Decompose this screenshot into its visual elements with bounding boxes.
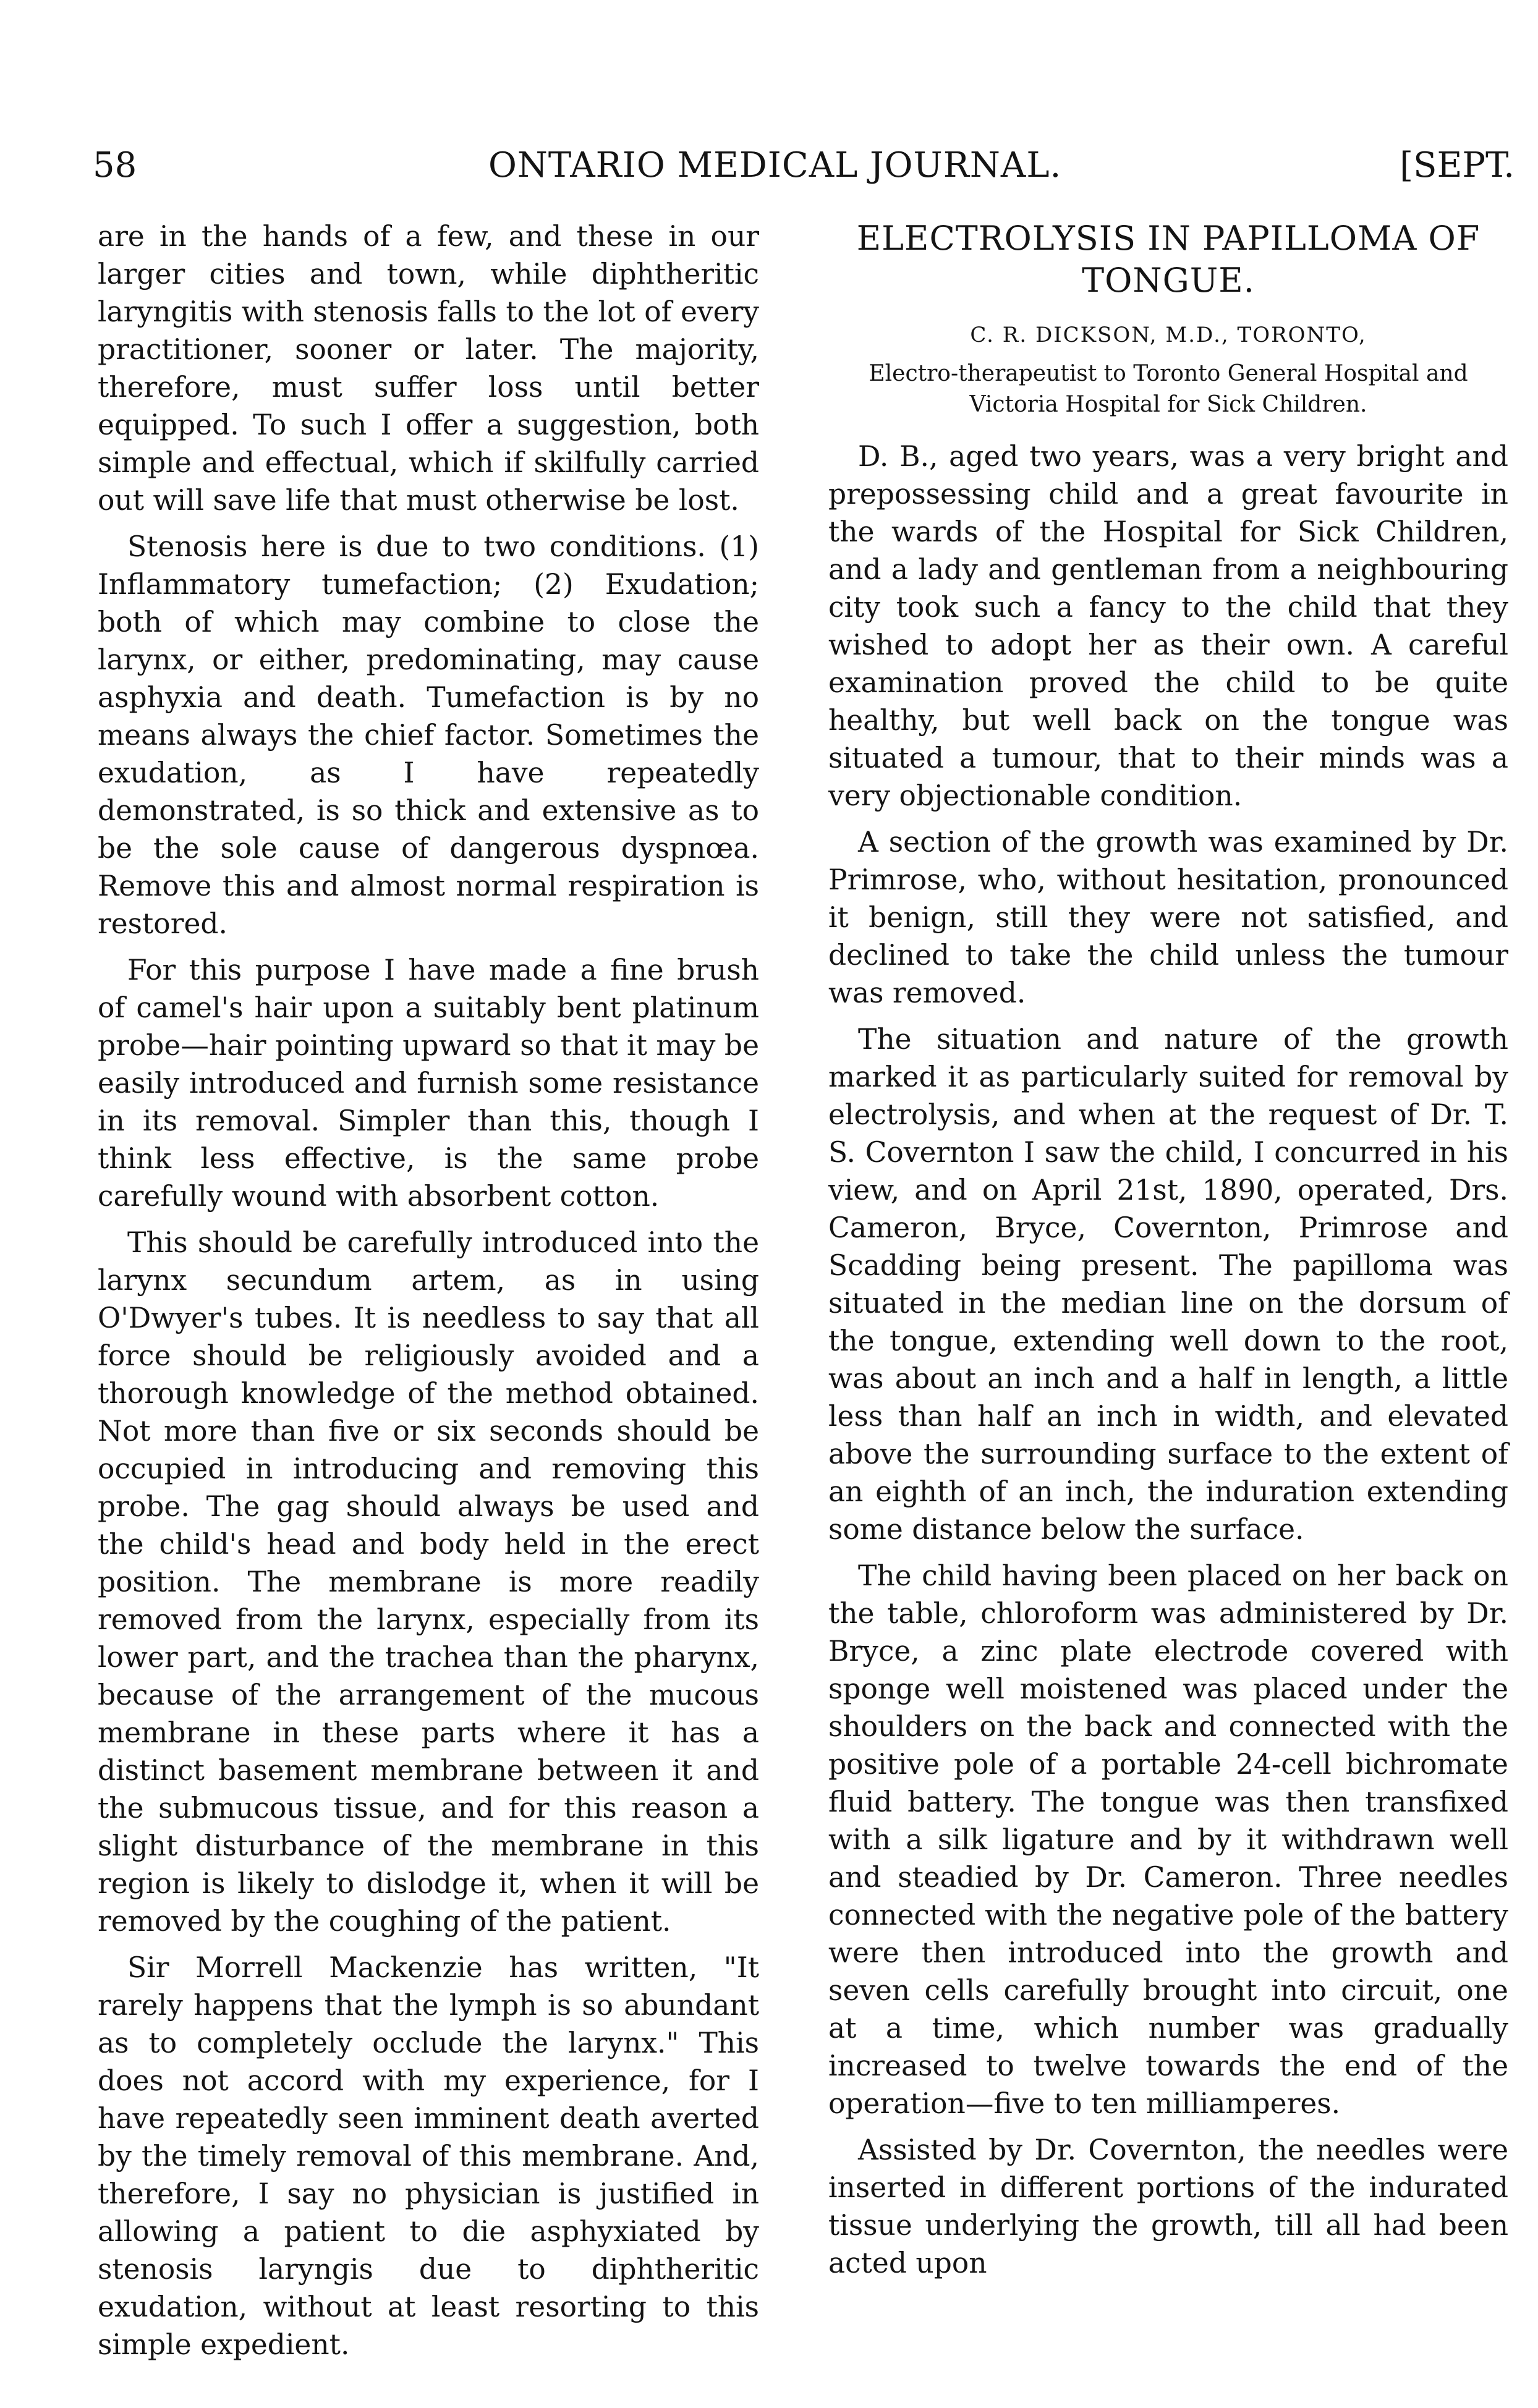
paragraph: are in the hands of a few, and these in our larger cities and town, while diphtheritic laryngitis with stenosis falls to the lot of every practitioner, sooner or later. The majority, therefore, must suffer loss until better equipped. To such I offer a suggestion, both simple and effectual, which if skilfully carried out will save life that must otherwise be lost. <box>98 220 759 517</box>
paragraph: This should be carefully introduced into the larynx secundum artem, as in using O'Dwyer's tubes. It is needless to say that all force should be religiously avoided and a thorough knowledge of the method obtained. Not more than five or six seconds should be occupied in introducing and removing this probe. The gag should always be used and the child's head and body held in the erect position. The membrane is more readily removed from the larynx, especially from its lower part, and the trachea than the pharynx, because of the arrangement of the mucous membrane in these parts where it has a distinct basement membrane between it and the submucous tissue, and for this reason a slight disturbance of the membrane in this region is likely to dislodge it, when it will be removed by the coughing of the patient. <box>98 1226 759 1938</box>
paragraph: Assisted by Dr. Covernton, the needles were inserted in different portions of the indurated tissue underlying the growth, till all had been acted upon <box>828 2134 1508 2279</box>
paragraph: The situation and nature of the growth marked it as particularly suited for removal by electrolysis, and when at the request of Dr. T. S. Covernton I saw the child, I concurred in his view, and on April 21st, 1890, operated, Drs. Cameron, Bryce, Covernton, Primrose and Scadding being present. The papilloma was situated in the median line on the dorsum of the tongue, extending well down to the root, was about an inch and a half in length, a little less than half an inch in width, and elevated above the surrounding surface to the extent of an eighth of an inch, the induration extending some distance below the surface. <box>828 1023 1508 1546</box>
issue-month: [SEPT. <box>1400 145 1515 185</box>
running-header <box>93 141 1515 197</box>
author-affiliation: Electro-therapeutist to Toronto General Hospital and Victoria Hospital for Sick Children. <box>869 361 1468 417</box>
paragraph: D. B., aged two years, was a very bright and prepossessing child and a great favourite in the wards of the Hospital for Sick Children, and a lady and gentleman from a neighbouring city took such a fancy to the child that they wished to adopt her as their own. A careful examination proved the child to be quite healthy, but well back on the tongue was situated a tumour, that to their minds was a very objectionable condition. <box>828 440 1508 812</box>
article-title: ELECTROLYSIS IN PAPILLOMA OF TONGUE. <box>856 219 1481 300</box>
paragraph: Sir Morrell Mackenzie has written, "It rarely happens that the lymph is so abundant as to completely occlude the larynx." This does not accord with my experience, for I have repeatedly seen imminent death averted by the timely removal of this membrane. And, therefore, I say no physician is justified in allowing a patient to die asphyxiated by stenosis laryngis due to diphtheritic exudation, without at least resorting to this simple expedient. <box>98 1951 759 2361</box>
paragraph: The child having been placed on her back on the table, chloroform was administered by Dr. Bryce, a zinc plate electrode covered with sponge well moistened was placed under the shoulders on the back and connected with the positive pole of a portable 24-cell bichromate fluid battery. The tongue was then transfixed with a silk ligature and by it withdrawn well and steadied by Dr. Cameron. Three needles connected with the negative pole of the battery were then introduced into the growth and seven cells carefully brought into circuit, one at a time, which number was gradually increased to twelve towards the end of the operation—five to ten milliamperes. <box>828 1559 1508 2120</box>
right-column <box>828 218 1508 2291</box>
journal-title: ONTARIO MEDICAL JOURNAL. <box>488 145 1062 185</box>
paragraph: A section of the growth was examined by Dr. Primrose, who, without hesitation, pronounced it benign, still they were not satisfied, and declined to take the child unless the tumour was removed. <box>828 826 1508 1009</box>
paragraph: For this purpose I have made a fine brush of camel's hair upon a suitably bent platinum probe—hair pointing upward so that it may be easily introduced and furnish some resistance in its removal. Simpler than this, though I think less effective, is the same probe carefully wound with absorbent cotton. <box>98 954 759 1213</box>
left-column <box>98 218 759 2372</box>
page-number: 58 <box>93 145 137 185</box>
paragraph: Stenosis here is due to two conditions. (1) Inflammatory tumefaction; (2) Exudation; both of which may combine to close the larynx, or either, predominating, may cause asphyxia and death. Tumefaction is by no means always the chief factor. Sometimes the exudation, as I have repeatedly demonstrated, is so thick and extensive as to be the sole cause of dangerous dyspnœa. Remove this and almost normal respiration is restored. <box>98 530 759 940</box>
author-byline: C. R. DICKSON, M.D., TORONTO, <box>970 323 1367 347</box>
